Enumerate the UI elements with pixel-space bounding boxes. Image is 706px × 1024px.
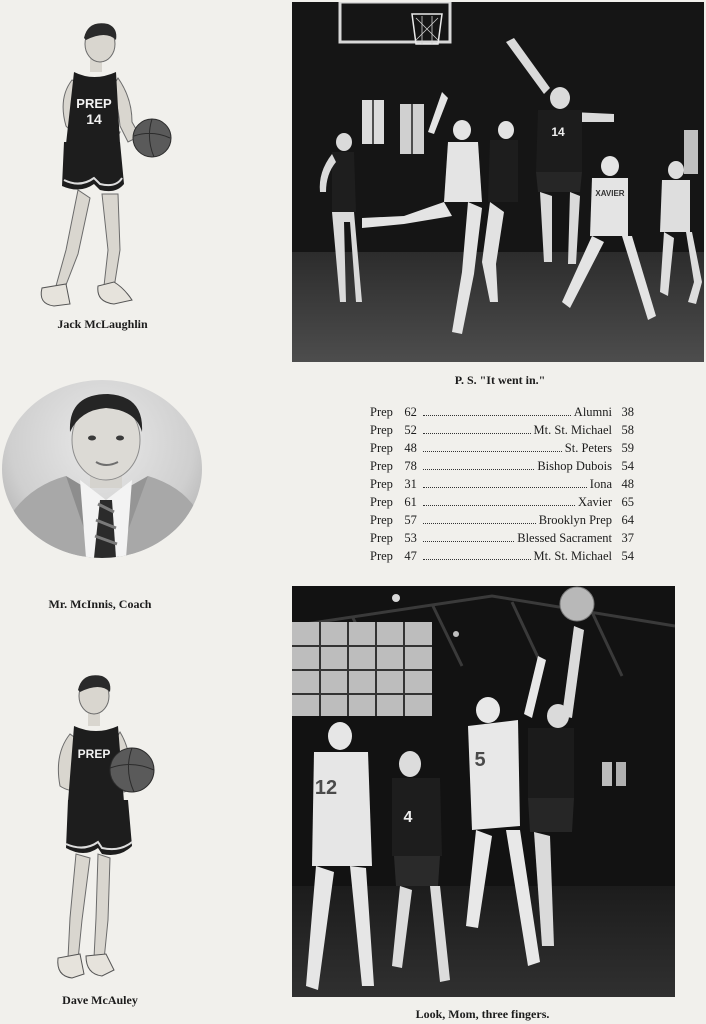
action-photo-top-scene (292, 2, 704, 362)
jersey-number-mclaughlin: 14 (86, 111, 102, 127)
prep-score: 48 (404, 441, 417, 455)
caption-coach: Mr. McInnis, Coach (48, 597, 152, 611)
score-row (370, 457, 634, 475)
jumper-number-top: 14 (551, 125, 565, 139)
opponent-name: Mt. St. Michael (533, 423, 612, 437)
caption-bottom-photo: Look, Mom, three fingers. (415, 1007, 550, 1021)
action-photo-bottom (292, 586, 675, 997)
prep-score: 57 (404, 513, 417, 527)
prep-label: Prep (370, 549, 393, 563)
score-row (370, 403, 634, 421)
jersey-number-12: 12 (314, 777, 338, 799)
leader-dots (423, 486, 587, 488)
score-row (370, 511, 634, 529)
leader-dots (423, 558, 531, 560)
opponent-score: 58 (621, 423, 634, 437)
prep-score: 53 (404, 531, 417, 545)
leader-dots (423, 468, 534, 470)
leader-dots (423, 504, 575, 506)
prep-label: Prep (370, 405, 393, 419)
jersey-number-4: 4 (403, 809, 413, 826)
coach-portrait-figure (2, 380, 202, 558)
leader-dots (423, 540, 514, 542)
prep-score: 78 (404, 459, 417, 473)
prep-label: Prep (370, 477, 393, 491)
opponent-name: Brooklyn Prep (538, 513, 612, 527)
opponent-score: 38 (621, 405, 634, 419)
leader-dots (423, 414, 571, 416)
opponent-score: 64 (621, 513, 634, 527)
coach-portrait (2, 380, 202, 558)
caption-top-photo: P. S. "It went in." (454, 373, 546, 387)
jersey-xavier-text: XAVIER (595, 189, 625, 198)
opponent-name: St. Peters (564, 441, 612, 455)
prep-label: Prep (370, 495, 393, 509)
jersey-prep-text-mcauley: PREP (77, 747, 111, 761)
caption-jack-mclaughlin: Jack McLaughlin (57, 317, 148, 331)
prep-label: Prep (370, 459, 393, 473)
action-photo-top (292, 2, 704, 362)
score-row (370, 421, 634, 439)
opponent-name: Xavier (577, 495, 612, 509)
score-row (370, 439, 634, 457)
prep-label: Prep (370, 531, 393, 545)
prep-label: Prep (370, 513, 393, 527)
prep-score: 62 (404, 405, 417, 419)
prep-score: 61 (404, 495, 417, 509)
leader-dots (423, 450, 562, 452)
action-photo-bottom-scene (292, 586, 675, 997)
jersey-prep-text: PREP (76, 96, 112, 111)
prep-score: 52 (404, 423, 417, 437)
opponent-score: 59 (621, 441, 634, 455)
score-row (370, 529, 634, 547)
opponent-name: Iona (589, 477, 612, 491)
prep-score: 47 (404, 549, 417, 563)
opponent-score: 65 (621, 495, 634, 509)
opponent-name: Bishop Dubois (537, 459, 612, 473)
opponent-score: 54 (621, 459, 634, 473)
opponent-score: 48 (621, 477, 634, 491)
prep-label: Prep (370, 423, 393, 437)
player-photo-mcauley (40, 668, 170, 983)
player-photo-mclaughlin (20, 18, 180, 313)
leader-dots (423, 522, 536, 524)
season-scores (370, 403, 634, 565)
score-row (370, 493, 634, 511)
score-row (370, 547, 634, 565)
prep-label: Prep (370, 441, 393, 455)
opponent-score: 54 (621, 549, 634, 563)
caption-dave-mcauley: Dave McAuley (62, 993, 138, 1007)
opponent-name: Blessed Sacrament (517, 531, 612, 545)
jersey-number-5: 5 (474, 749, 486, 771)
opponent-name: Alumni (573, 405, 612, 419)
score-row (370, 475, 634, 493)
opponent-score: 37 (621, 531, 634, 545)
opponent-name: Mt. St. Michael (533, 549, 612, 563)
leader-dots (423, 432, 531, 434)
prep-score: 31 (404, 477, 417, 491)
